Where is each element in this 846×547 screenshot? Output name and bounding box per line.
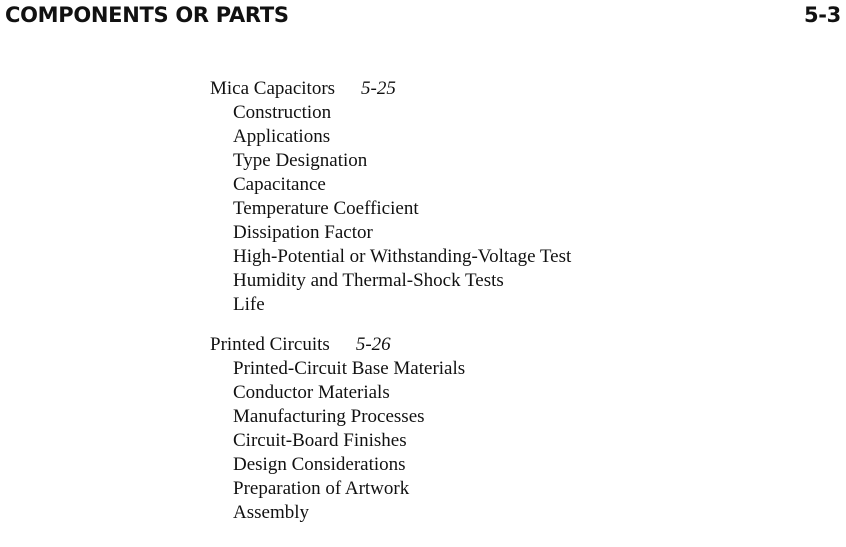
toc-entry: Printed-Circuit Base Materials — [233, 358, 466, 379]
section-heading — [210, 333, 571, 357]
toc-entry: Capacitance — [233, 174, 326, 195]
toc-entry: Type Designation — [233, 150, 368, 171]
toc-entry: Assembly — [233, 502, 309, 523]
toc-entry: Preparation of Artwork — [233, 478, 410, 499]
section-title: Mica Capacitors — [210, 78, 336, 99]
toc-entry: Dissipation Factor — [233, 222, 373, 243]
toc-entry: Manufacturing Processes — [233, 406, 425, 427]
running-head — [5, 0, 841, 32]
toc-entry: Applications — [233, 126, 331, 147]
section-page-number: 5-25 — [361, 78, 396, 99]
toc-entry: High-Potential or Withstanding-Voltage Test — [233, 246, 572, 267]
toc-entry: Conductor Materials — [233, 382, 390, 403]
chapter-title: COMPONENTS OR PARTS — [5, 3, 289, 27]
toc-entry: Humidity and Thermal-Shock Tests — [233, 270, 504, 291]
toc-entry: Life — [233, 294, 265, 315]
section-page-number: 5-26 — [355, 334, 391, 355]
table-of-contents — [210, 77, 571, 525]
toc-entry: Temperature Coefficient — [233, 198, 419, 219]
page-number: 5-3 — [803, 3, 841, 27]
toc-entry: Circuit-Board Finishes — [233, 430, 407, 451]
section-title: Printed Circuits — [210, 334, 330, 355]
toc-section-mica-capacitors — [210, 77, 571, 317]
section-heading — [210, 77, 571, 101]
toc-section-printed-circuits — [210, 333, 571, 525]
toc-entry: Design Considerations — [233, 454, 406, 475]
toc-entry: Construction — [233, 102, 332, 123]
